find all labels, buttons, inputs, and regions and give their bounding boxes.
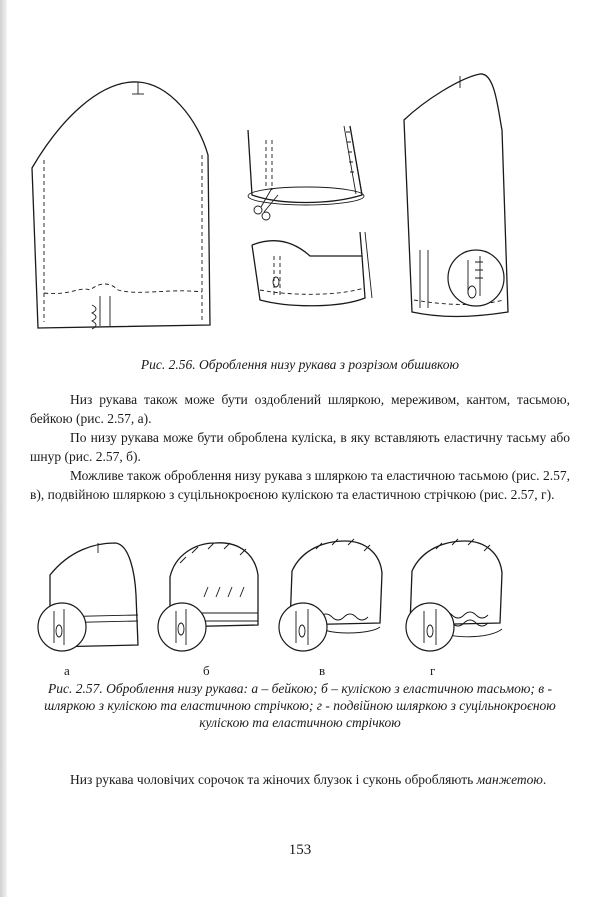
figure-2-57-caption: Рис. 2.57. Оброблення низу рукава: а – бейкою; б – кулiскою з еластичною тасьмою; в - шляркою з кулiскою та еластичною стрічкою; г - подвійною шляркою з суцільнокроєною кулiскою та еластичною стрічкою bbox=[44, 681, 556, 730]
sleeve-variant-g bbox=[406, 539, 502, 651]
figure-2-57-drawing bbox=[20, 535, 580, 670]
sleeve-detail-cut bbox=[248, 126, 364, 220]
paragraph-4-text: Низ рукава чоловічих сорочок та жіночих блузок і суконь обробляють bbox=[70, 772, 477, 787]
paragraph-2: По низу рукава може бути оброблена куліска, в яку вставляють еластичну тасьму або шнур (рис. 2.57, б). bbox=[30, 430, 570, 464]
figure-2-56-drawing bbox=[20, 60, 580, 350]
sleeve-right-with-inset bbox=[404, 74, 508, 317]
figure-label-v: в bbox=[319, 663, 326, 678]
paragraph-4-end: . bbox=[542, 772, 547, 787]
sleeve-pattern-left bbox=[32, 82, 210, 329]
sleeve-detail-finished bbox=[252, 232, 372, 306]
paragraph-1: Низ рукава також може бути оздоблений шляркою, мереживом, кантом, тасьмою, бейкою (рис. 2.57, а). bbox=[30, 392, 570, 426]
paragraph-4 bbox=[30, 770, 570, 789]
paragraph-3: Можливе також оброблення низу рукава з шляркою та еластичною тасьмою (рис. 2.57, в), подвійною шляркою з суцільнокроєною кулiскою та еластичною стрічкою (рис. 2.57, г). bbox=[30, 468, 570, 502]
page-number: 153 bbox=[288, 842, 312, 858]
figure-label-g: г bbox=[430, 663, 436, 678]
page-edge-shadow bbox=[0, 0, 7, 897]
figure-label-b: б bbox=[203, 663, 210, 678]
sleeve-variant-b bbox=[158, 543, 258, 651]
term-cuff: манжетою bbox=[476, 772, 543, 787]
sleeve-variant-v bbox=[279, 539, 382, 651]
figure-2-56-caption: Рис. 2.56. Оброблення низу рукава з розрізом обшивкою bbox=[140, 357, 460, 372]
figure-label-a: а bbox=[64, 663, 70, 678]
sleeve-variant-a bbox=[38, 543, 138, 651]
